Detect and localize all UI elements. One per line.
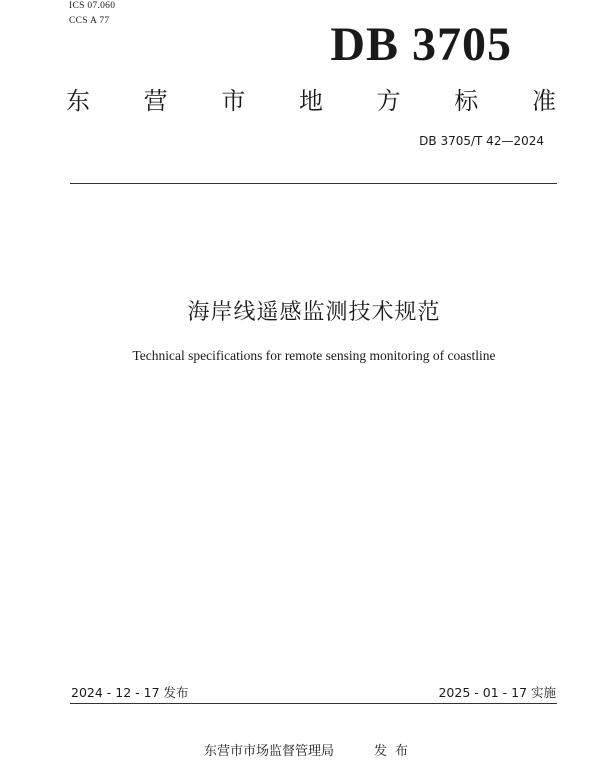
db-standard-mark: DB 3705 bbox=[330, 18, 512, 71]
standard-type-char: 方 bbox=[376, 87, 401, 115]
ics-code: ICS 07.060 bbox=[69, 1, 116, 11]
standard-type-char: 地 bbox=[298, 87, 323, 115]
publish-label: 发布 bbox=[374, 744, 417, 759]
document-title-english: Technical specifications for remote sensing monitoring of coastline bbox=[132, 348, 496, 363]
standard-type-char: 营 bbox=[143, 87, 168, 115]
standard-type-char: 准 bbox=[531, 87, 556, 115]
publisher-name: 东营市市场监督管理局 bbox=[204, 744, 335, 759]
footer-divider bbox=[70, 703, 557, 704]
standard-type-char: 标 bbox=[454, 87, 479, 115]
implementation-date: 2025 - 01 - 17 实施 bbox=[438, 685, 556, 700]
standard-code: DB 3705/T 42—2024 bbox=[419, 134, 544, 148]
standard-type-char: 东 bbox=[66, 87, 90, 115]
ccs-code: CCS A 77 bbox=[69, 16, 110, 26]
standard-type-char: 市 bbox=[221, 87, 246, 115]
standard-type-heading bbox=[66, 86, 556, 116]
header-divider bbox=[70, 183, 557, 184]
document-title-chinese: 海岸线遥感监测技术规范 bbox=[187, 300, 441, 325]
issue-date: 2024 - 12 - 17 发布 bbox=[71, 685, 189, 700]
